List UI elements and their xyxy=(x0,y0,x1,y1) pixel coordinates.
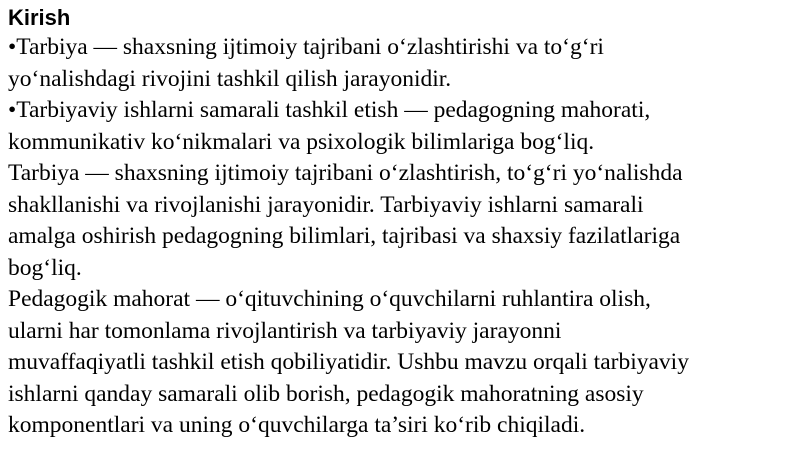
text-line: kommunikativ ko‘nikmalari va psixologik bilimlariga bog‘liq. xyxy=(8,128,595,155)
section-title: Kirish xyxy=(8,5,71,30)
body-paragraph-1 xyxy=(8,158,796,284)
text-line: •Tarbiyaviy ishlarni samarali tashkil etish — pedagogning mahorati, xyxy=(8,97,651,123)
text-line: ishlarni qanday samarali olib borish, pedagogik mahoratning asosiy xyxy=(8,380,644,407)
text-line: bog‘liq. xyxy=(8,254,82,281)
body-paragraph-2 xyxy=(8,284,796,442)
document-page xyxy=(8,4,796,442)
bullet-paragraph-2 xyxy=(8,95,796,158)
bullet-paragraph-1 xyxy=(8,32,796,95)
text-line: komponentlari va uning o‘quvchilarga ta’siri ko‘rib chiqiladi. xyxy=(8,412,586,438)
text-line: Tarbiya — shaxsning ijtimoiy tajribani o‘zlashtirish, to‘g‘ri yo‘nalishda xyxy=(8,160,683,186)
text-line: Pedagogik mahorat — o‘qituvchining o‘quvchilarni ruhlantira olish, xyxy=(8,286,651,312)
text-line: shakllanishi va rivojlanishi jarayonidir. Tarbiyaviy ishlarni samarali xyxy=(8,191,644,218)
text-line: yo‘nalishdagi rivojini tashkil qilish jarayonidir. xyxy=(8,65,452,92)
text-line: ularni har tomonlama rivojlantirish va tarbiyaviy jarayonni xyxy=(8,317,562,344)
text-line: amalga oshirish pedagogning bilimlari, tajribasi va shaxsiy fazilatlariga xyxy=(8,223,681,249)
text-line: •Tarbiya — shaxsning ijtimoiy tajribani o‘zlashtirishi va to‘g‘ri xyxy=(8,34,604,60)
text-line: muvaffaqiyatli tashkil etish qobiliyatidir. Ushbu mavzu orqali tarbiyaviy xyxy=(8,349,689,375)
